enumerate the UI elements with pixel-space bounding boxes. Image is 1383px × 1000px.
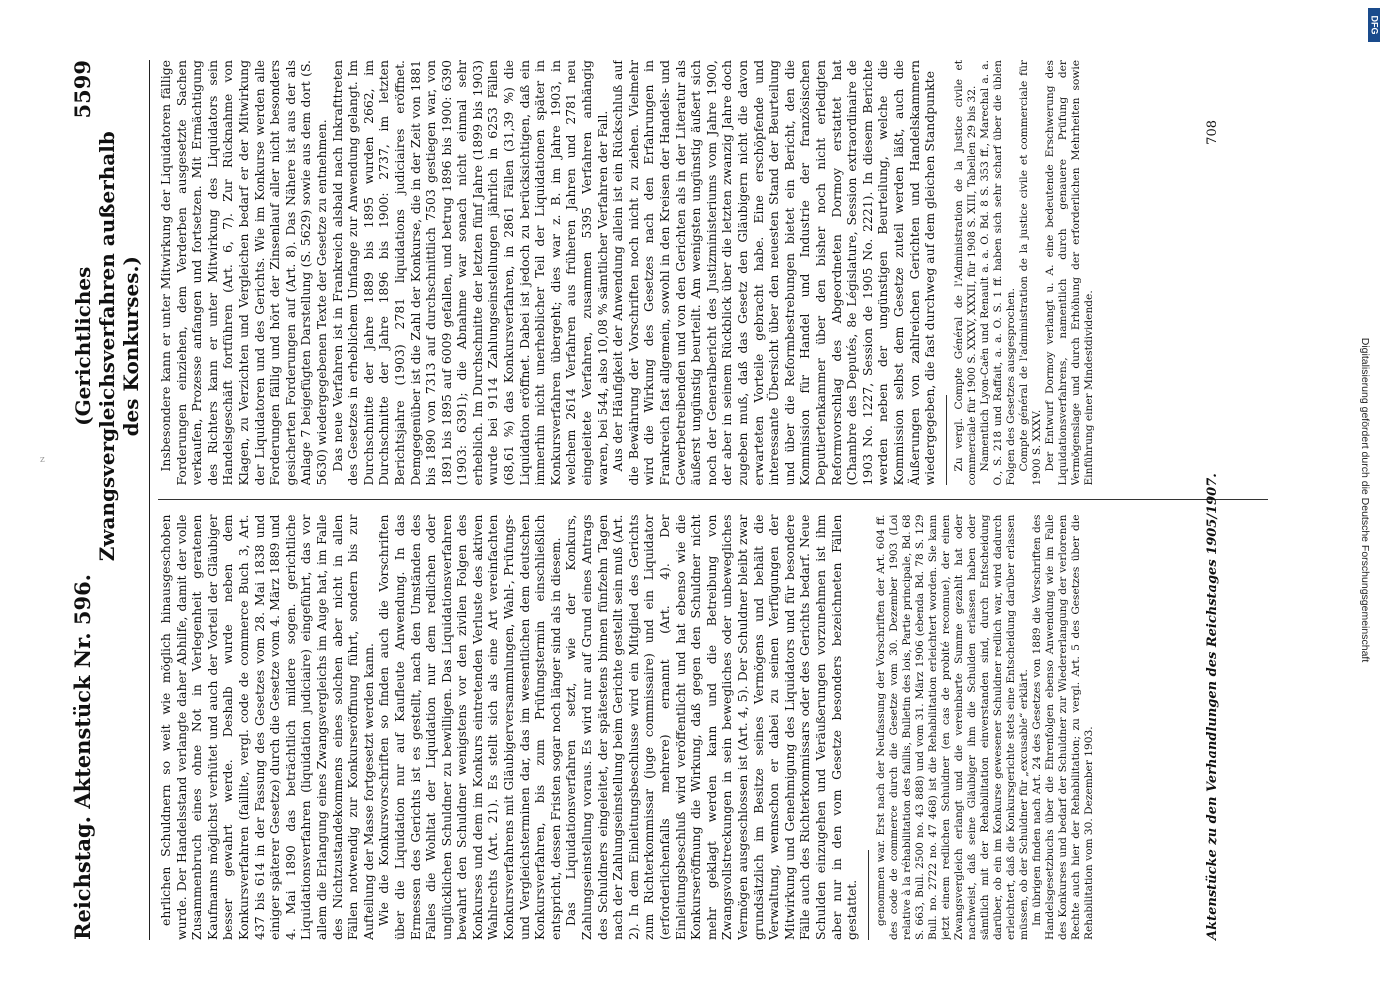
paragraph: Wie die Konkursvorschriften so finden auch die Vorschriften über die Liquidation nur auf Kaufleute Anwendung. In das Ermessen des Gerichts ist es gestellt, nach den Umständen des Falles die Wohltat der Liquidation nur dem redlichen oder unglücklichen Schuldner zu bewilligen. Das Liquidationsverfahren bewahrt den Schuldner wenigstens vor den zivilen Folgen des Konkurses und dem im Konkurs eintretenden Verluste des aktiven Wahlrechts (Art. 21). Es stellt sich als eine Art vereinfachten Konkursverfahrens mit Gläubigerversammlungen, Wahl-, Prüfungs- und Vergleichsterminen dar, das im wesentlichen dem deutschen Konkursverfahren, bis zum Prüfungstermin einschließlich entspricht, dessen Fristen sogar noch länger sind als in diesem. xyxy=(376,514,563,940)
paragraph: Aus der Häufigkeit der Anwendung allein ist ein Rückschluß auf die Bewährung der Vorschriften noch nicht zu ziehen. Vielmehr wird die Wirkung des Gesetzes nach den Erfahrungen in Frankreich fast allgemein, sowohl in den Kreisen der Handels- und Gewerbetreibenden und von den Gerichten als in der Literatur als äußerst ungünstig beurteilt. Am wenigsten ungünstig äußert sich noch der Generalbericht des Justizministeriums vom Jahre 1900, der aber in seinem Rückblick über die letzten zwanzig Jahre doch zugeben muß, daß das Gesetz den Gläubigern nicht die davon erwarteten Vorteile gebracht habe. Eine erschöpfende und interessante Übersicht über den neuesten Stand der Beurteilung und über die Reformbestrebungen bietet ein Bericht, den die Kommission für Handel und Industrie der französischen Deputiertenkammer über den bisher noch nicht erledigten Reformvorschlag des Abgeordneten Dormoy erstattet hat (Chambre des Deputés, 8e Législature, Session extraordinaire de 1903 No. 1227, Session de 1905 No. 2221). In diesem Berichte werden neben der ungünstigen Beurteilung, welche die Kommission selbst dem Gesetze zuteil werden läßt, auch die Äußerungen von zahlreichen Gerichten und Handelskammern wiedergegeben, die fast durchweg auf dem gleichen Standpunkte xyxy=(610,60,938,486)
header-title: (Gerichtliches Zwangsvergleichsverfahren außerhalb des Konkurses.) xyxy=(71,131,143,562)
logo-text: DFG xyxy=(1369,15,1379,35)
footnote: Compte général de l'administration de la justice civile et commerciale für 1900 S. XXXV. xyxy=(1017,60,1043,486)
page-number: 5599 xyxy=(70,60,95,119)
margin-mark: z xyxy=(40,455,45,465)
footnote: Der Entwurf Dormoy verlangt u. A. eine bedeutende Erschwerung des Liquidationsverfahrens, namentlich durch genauere Prüfung der Vermögenslage und durch Erhöhung der erforderlichen Mehrheiten sowie Einführung einer Mindestdividende. xyxy=(1043,60,1095,486)
paragraph: ehrlichen Schuldnern so weit wie möglich hinausgeschoben wurde. Der Handelsstand verlangte daher Abhilfe, damit der volle Zusammenbruch eines ohne Not in Verlegenheit geratenen Kaufmanns möglichst verhütet und auch der Vorteil der Gläubiger besser gewahrt werde. Deshalb wurde neben dem Konkursverfahren (faillite, vergl. code de commerce Buch 3, Art. 437 bis 614 in der Fassung des Gesetzes vom 28. Mai 1838 und einiger späterer Gesetze) durch die Gesetze vom 4. März 1889 und 4. Mai 1890 das beträchtlich mildere sogen. gerichtliche Liquidationsverfahren (liquidation judiciaire) eingeführt, das vor allem die Erlangung eines Zwangsvergleichs im Auge hat, im Falle des Nichtzustandekommens eines solchen aber nicht in allen Fällen notwendig zur Konkurseröffnung führt, sondern bis zur Aufteilung der Masse fortgesetzt werden kann. xyxy=(158,514,376,940)
footnote: genommen war. Erst nach der Neufassung der Vorschriften der Art. 604 ff. des code de commerce durch die Gesetze vom 30. Dezember 1903 (Loi relative à la réhabilitation des faillis, Bulletin des lois, Partie principale, Bd. 68 S. 663, Bull. 2500 no. 43 888) und vom 31. März 1906 (ebenda Bd. 78 S. 129 Bull. no. 2722 no. 47 468) ist die Rehabilitation erleichtert worden. Sie kann jetzt einem redlichen Schuldner (en cas de probité reconnue), der einen Zwangsvergleich erlangt und die vereinbarte Summe gezahlt hat oder nachweist, daß seine Gläubiger ihm die Schulden erlassen haben oder sämtlich mit der Rehabilitation einverstanden sind, durch Entscheidung darüber, ob ein im Konkurse gewesener Schuldner redlich war, wird dadurch erleichtert, daß die Konkursgerichte stets eine Entscheidung darüber erlassen müssen, ob der Schuldner für „excusable“ erklärt. xyxy=(874,514,1030,940)
footnote: Im übrigen finden nach Art. 24 des Gesetzes von 1889 die Vorschriften des Handelsgesetzbuchs über die Ehrenfolgen ebenso Anwendung wie im Falle des Konkurses und bedarf der Schuldner zur Wiedererlangung der verlorenen Rechte auch hier der Rehabilitation; zu vergl. Art. 5 des Gesetzes über die Rehabilitation vom 30. Dezember 1903. xyxy=(1030,514,1095,940)
footnote-separator xyxy=(868,850,869,940)
footnote: Namentlich Lyon-Caën und Renault a. a. O. Bd. 8 S. 353 ff., Marechal a. a. O., S. 218 und Raffait, a. a. O. S. 1 ff. haben sich sehr scharf über die üblen Folgen des Gesetzes ausgesprochen. xyxy=(978,60,1017,486)
digitization-credit: Digitalisierung gefördert durch die Deutsche Forschungsgemeinschaft xyxy=(1359,337,1371,663)
text-columns xyxy=(158,60,1268,940)
page-header xyxy=(70,60,150,940)
paragraph: Das neue Verfahren ist in Frankreich alsbald nach Inkrafttreten des Gesetzes in erheblichem Umfange zur Anwendung gelangt. Im Durchschnitte der Jahre 1889 bis 1895 wurden 2662, im Durchschnitte der Jahre 1896 bis 1900: 2737, im letzten Berichtsjahre (1903) 2781 liquidations judiciaires eröffnet. Demgegenüber ist die Zahl der Konkurse, die in der Zeit von 1881 bis 1890 von 7313 auf durchschnittlich 7503 gestiegen war, von 1891 bis 1895 auf 6009 gefallen, und betrug 1896 bis 1900: 6390 (1903: 6391); die Abnahme war sonach nicht einmal sehr erheblich. Im Durchschnitte der letzten fünf Jahre (1899 bis 1903) wurde bei 9114 Zahlungseinstellungen jährlich in 6253 Fällen (68,61 %) das Konkursverfahren, in 2861 Fällen (31,39 %) die Liquidation eröffnet. Dabei ist jedoch zu berücksichtigen, daß ein immerhin nicht unerheblicher Teil der Liquidationen später in Konkursverfahren übergeht; dies war z. B. im Jahre 1903, in welchem 2614 Verfahren aus früheren Jahren und 2781 neu eingeleitete Verfahren, zusammen 5395 Verfahren anhängig waren, bei 544, also 10,08 % sämtlicher Verfahren der Fall. xyxy=(329,60,610,486)
page-content xyxy=(70,60,1310,940)
page-footer: Aktenstücke zu den Verhandlungen des Reichstages 1905/1907. xyxy=(1205,473,1220,940)
footnote-separator xyxy=(946,396,947,486)
column-divider xyxy=(158,500,1268,501)
header-left: Reichstag. Aktenstück Nr. 596. xyxy=(70,574,95,940)
column-left xyxy=(158,515,1268,941)
column-right xyxy=(158,60,1268,486)
footer-number: 708 xyxy=(1205,120,1220,145)
paragraph: Das Liquidationsverfahren setzt, wie der Konkurs, Zahlungseinstellung voraus. Es wird nur auf Grund eines Antrags des Schuldners eingeleitet, der spätestens binnen fünfzehn Tagen nach der Zahlungseinstellung beim Gerichte gestellt sein muß (Art. 2). In dem Einleitungsbeschlusse wird ein Mitglied des Gerichts zum Richterkommissar (juge commissaire) und ein Liquidator (erforderlichenfalls mehrere) ernannt (Art. 4). Der Einleitungsbeschluß wird veröffentlicht und hat ebenso wie die Konkurseröffnung die Wirkung, daß gegen den Schuldner nicht mehr geklagt werden kann und die Betreibung von Zwangsvollstreckungen in sein bewegliches oder unbewegliches Vermögen ausgeschlossen ist (Art. 4, 5). Der Schuldner bleibt zwar grundsätzlich im Besitze seines Vermögens und behält die Verwaltung, wennschon er dabei zu seinen Verfügungen der Mitwirkung und Genehmigung des Liquidators und für besondere Fälle auch des Richterkommissars oder des Gerichts bedarf. Neue Schulden einzugehen und Veräußerungen vorzunehmen ist ihm aber nur in den vom Gesetze besonders bezeichneten Fällen gestattet. xyxy=(563,514,860,940)
paragraph: Insbesondere kann er unter Mitwirkung der Liquidatoren fällige Forderungen einziehen, dem Verderben ausgesetzte Sachen verkaufen, Prozesse anfangen und fortsetzen. Mit Ermächtigung des Richters kann er unter Mitwirkung des Liquidators sein Handelsgeschäft fortführen (Art. 6, 7). Zur Rücknahme von Klagen, zu Verzichten und Vergleichen bedarf er der Mitwirkung der Liquidatoren und des Gerichts. Wie im Konkurse werden alle Forderungen fällig und hört der Zinsenlauf aller nicht besonders gesicherten Forderungen auf (Art. 8). Das Nähere ist aus der als Anlage 7 beigefügten Darstellung (S. 5629) sowie aus dem dort (S. 5630) wiedergegebenen Texte der Gesetze zu entnehmen. xyxy=(158,60,329,486)
footnote: Zu vergl. Compte Général de l'Administration de la Justice civile et commerciale für 1900 S. XXXV, XXXII, für 1908 S. XIII, Tabellen 29 bis 32. xyxy=(952,60,978,486)
